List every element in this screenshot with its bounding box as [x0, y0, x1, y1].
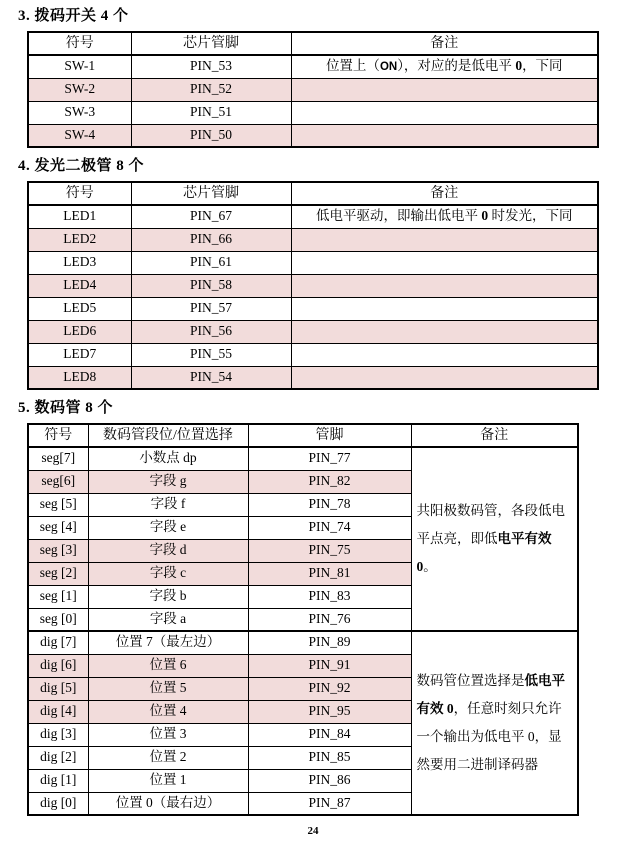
- pin-cell: PIN_92: [248, 677, 411, 700]
- symbol-cell: LED7: [28, 343, 131, 366]
- pin-cell: PIN_76: [248, 608, 411, 631]
- symbol-cell: SW-4: [28, 124, 131, 147]
- note-cell: [291, 78, 598, 101]
- symbol-cell: SW-2: [28, 78, 131, 101]
- symbol-cell: LED8: [28, 366, 131, 389]
- symbol-cell: dig [5]: [28, 677, 88, 700]
- pin-cell: PIN_58: [131, 274, 291, 297]
- table-row: [28, 251, 598, 274]
- segment-cell: 位置 0（最右边）: [88, 792, 248, 815]
- table-row: [28, 55, 598, 78]
- pin-cell: PIN_51: [131, 101, 291, 124]
- pin-cell: PIN_74: [248, 516, 411, 539]
- symbol-cell: LED2: [28, 228, 131, 251]
- segment-cell: 字段 d: [88, 539, 248, 562]
- symbol-cell: dig [0]: [28, 792, 88, 815]
- dip-switch-table: [27, 31, 599, 148]
- pin-cell: PIN_67: [131, 205, 291, 228]
- table-row: [28, 297, 598, 320]
- section-3-heading: 3. 拨码开关 4 个: [18, 8, 129, 24]
- pin-cell: PIN_82: [248, 470, 411, 493]
- header-pin: 管脚: [248, 424, 411, 447]
- symbol-cell: dig [6]: [28, 654, 88, 677]
- segment-cell: 字段 f: [88, 493, 248, 516]
- pin-cell: PIN_78: [248, 493, 411, 516]
- header-symbol: 符号: [28, 182, 131, 205]
- pin-cell: PIN_91: [248, 654, 411, 677]
- pin-cell: PIN_66: [131, 228, 291, 251]
- segment-cell: 字段 a: [88, 608, 248, 631]
- header-pin: 芯片管脚: [131, 182, 291, 205]
- header-pin: 芯片管脚: [131, 32, 291, 55]
- note-cell: [291, 343, 598, 366]
- symbol-cell: seg [2]: [28, 562, 88, 585]
- symbol-cell: LED6: [28, 320, 131, 343]
- table-header-row: [28, 424, 578, 447]
- symbol-cell: seg[7]: [28, 447, 88, 470]
- segment-cell: 位置 3: [88, 723, 248, 746]
- header-segment: 数码管段位/位置选择: [88, 424, 248, 447]
- note-cell: 位置上（ON），对应的是低电平 0，下同: [291, 55, 598, 78]
- table-row: [28, 124, 598, 147]
- pin-cell: PIN_77: [248, 447, 411, 470]
- symbol-cell: dig [7]: [28, 631, 88, 654]
- pin-cell: PIN_87: [248, 792, 411, 815]
- pin-cell: PIN_81: [248, 562, 411, 585]
- symbol-cell: SW-1: [28, 55, 131, 78]
- segment-cell: 位置 5: [88, 677, 248, 700]
- note-cell: [291, 274, 598, 297]
- symbol-cell: seg [1]: [28, 585, 88, 608]
- table-row: [28, 366, 598, 389]
- table-row: [28, 101, 598, 124]
- table-row: [28, 447, 578, 470]
- pin-cell: PIN_84: [248, 723, 411, 746]
- pin-cell: PIN_61: [131, 251, 291, 274]
- symbol-cell: LED3: [28, 251, 131, 274]
- table-row: [28, 320, 598, 343]
- header-note: 备注: [411, 424, 578, 447]
- table-row: [28, 78, 598, 101]
- table-header-row: [28, 182, 598, 205]
- table-row: [28, 274, 598, 297]
- segment-cell: 字段 e: [88, 516, 248, 539]
- segment-cell: 位置 6: [88, 654, 248, 677]
- section-4-heading: 4. 发光二极管 8 个: [18, 158, 145, 174]
- header-note: 备注: [291, 182, 598, 205]
- symbol-cell: dig [1]: [28, 769, 88, 792]
- table-row: [28, 228, 598, 251]
- section-5-heading: 5. 数码管 8 个: [18, 400, 114, 416]
- symbol-cell: seg [0]: [28, 608, 88, 631]
- pin-cell: PIN_50: [131, 124, 291, 147]
- note-cell: [291, 101, 598, 124]
- symbol-cell: SW-3: [28, 101, 131, 124]
- note-cell: 低电平驱动，即输出低电平 0 时发光，下同: [291, 205, 598, 228]
- seven-segment-table: [27, 423, 579, 816]
- pin-cell: PIN_85: [248, 746, 411, 769]
- symbol-cell: seg [5]: [28, 493, 88, 516]
- symbol-cell: dig [2]: [28, 746, 88, 769]
- symbol-cell: seg[6]: [28, 470, 88, 493]
- header-note: 备注: [291, 32, 598, 55]
- pin-cell: PIN_83: [248, 585, 411, 608]
- segment-cell: 位置 2: [88, 746, 248, 769]
- pin-cell: PIN_56: [131, 320, 291, 343]
- note-cell: [291, 297, 598, 320]
- table-header-row: [28, 32, 598, 55]
- symbol-cell: seg [4]: [28, 516, 88, 539]
- table-row: [28, 343, 598, 366]
- pin-cell: PIN_89: [248, 631, 411, 654]
- note-cell: [291, 228, 598, 251]
- pin-cell: PIN_75: [248, 539, 411, 562]
- pin-cell: PIN_95: [248, 700, 411, 723]
- table-row: [28, 205, 598, 228]
- pin-cell: PIN_52: [131, 78, 291, 101]
- pin-cell: PIN_55: [131, 343, 291, 366]
- pin-cell: PIN_57: [131, 297, 291, 320]
- segment-cell: 位置 4: [88, 700, 248, 723]
- note-cell: [291, 366, 598, 389]
- dig-note-cell: 数码管位置选择是低电平有效 0，任意时刻只允许一个输出为低电平 0，显然要用二进制译码器: [411, 631, 578, 815]
- note-cell: [291, 251, 598, 274]
- symbol-cell: LED4: [28, 274, 131, 297]
- pin-cell: PIN_86: [248, 769, 411, 792]
- symbol-cell: LED1: [28, 205, 131, 228]
- page-number: 24: [307, 825, 319, 837]
- segment-cell: 位置 1: [88, 769, 248, 792]
- header-symbol: 符号: [28, 424, 88, 447]
- header-symbol: 符号: [28, 32, 131, 55]
- note-on-text: ON: [379, 61, 398, 74]
- symbol-cell: LED5: [28, 297, 131, 320]
- symbol-cell: dig [3]: [28, 723, 88, 746]
- segment-cell: 字段 g: [88, 470, 248, 493]
- segment-cell: 小数点 dp: [88, 447, 248, 470]
- pin-cell: PIN_53: [131, 55, 291, 78]
- segment-cell: 位置 7（最左边）: [88, 631, 248, 654]
- segment-cell: 字段 c: [88, 562, 248, 585]
- note-cell: [291, 320, 598, 343]
- led-table: [27, 181, 599, 390]
- table-row: [28, 631, 578, 654]
- segment-cell: 字段 b: [88, 585, 248, 608]
- symbol-cell: seg [3]: [28, 539, 88, 562]
- seg-note-cell: 共阳极数码管，各段低电平点亮，即低电平有效 0。: [411, 447, 578, 631]
- symbol-cell: dig [4]: [28, 700, 88, 723]
- pin-cell: PIN_54: [131, 366, 291, 389]
- note-cell: [291, 124, 598, 147]
